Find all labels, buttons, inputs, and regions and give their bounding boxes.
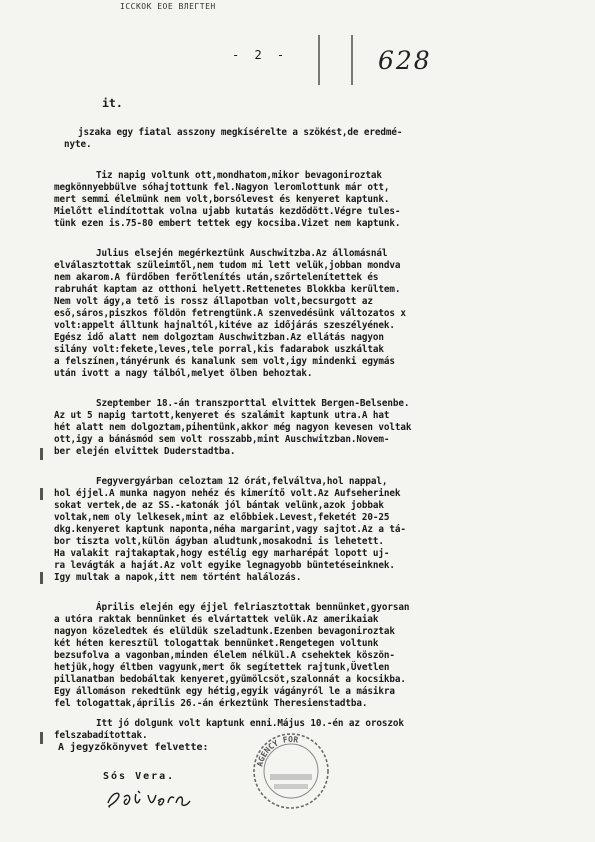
text-line: tünk ezen is.75-80 embert tettek egy kocsiba.Vizet nem kaptunk. bbox=[54, 218, 401, 229]
text-line: ra levágták a haját.Az volt egyike legnagyobb büntetéseinknek. bbox=[54, 560, 395, 571]
page-number: - 2 - bbox=[232, 48, 289, 62]
text-line: Nem volt ágy,a tető is rossz állapotban volt,becsurgott az bbox=[54, 296, 373, 307]
text-line: pillanatban bedobáltak kenyeret,gyümölcsöt,szalonnát a kocsikba. bbox=[54, 674, 406, 685]
margin-mark bbox=[40, 572, 43, 584]
signer-name: Sós Vera. bbox=[103, 771, 176, 782]
text-line: eső,sáros,piszkos földön fetrengtünk.A szenvedésünk változatos x bbox=[54, 308, 406, 319]
text-line: Mielőtt elindítottak volna ujabb kutatás kezdődött.Végre tules- bbox=[54, 206, 401, 217]
text-line: ber elején elvittek Duderstadtba. bbox=[54, 446, 236, 457]
text-line: Szeptember 18.-án transzporttal elvittek Bergen-Belsenbe. bbox=[96, 398, 410, 409]
text-line: hol éjjel.A munka nagyon nehéz és kimerítő volt.Az Aufseherinek bbox=[54, 488, 401, 499]
margin-mark bbox=[40, 448, 43, 460]
agency-stamp bbox=[250, 730, 332, 812]
text-line: után ivott a nagy tálból,melyet ölben behoztak. bbox=[54, 368, 313, 379]
text-line: sokat vertek,de az SS.-katonák jól bántak velünk,azok jobbak bbox=[54, 500, 384, 511]
text-line: két héten keresztül tologattak bennünket.Rengetegen voltunk bbox=[54, 638, 379, 649]
text-line: a utóra raktak bennünket és elvártattek velük.Az amerikaiak bbox=[54, 614, 379, 625]
text-line: rabruhát kaptam az otthoni helyett.Rettenetes Blokkba kerültem. bbox=[54, 284, 401, 295]
header-strip: ІССКОК ЕОЕ ВЛЕГТЕН bbox=[120, 2, 216, 11]
text-line: Itt jó dolgunk volt kaptunk enni.Május 10.-én az oroszok bbox=[96, 718, 404, 729]
text-line: Tiz napig voltunk ott,mondhatom,mikor bevagoniroztak bbox=[96, 170, 382, 181]
text-line: felszabadítottak. bbox=[54, 730, 148, 741]
text-line: Julius elsején megérkeztünk Auschwitzba.Az állomásnál bbox=[96, 248, 388, 259]
signature-label: A jegyzőkönyvet felvette: bbox=[58, 742, 209, 753]
text-line: fel tologattak,április 26.-án érkeztünk Theresienstadtba. bbox=[54, 698, 368, 709]
text-line: hetjük,hogy éltben vagyunk,mert ők segítettek rajtunk,Üvetlen bbox=[54, 662, 390, 673]
text-line: Az ut 5 napig tartott,kenyeret és szalámit kaptunk utra.A hat bbox=[54, 410, 390, 421]
text-line: Fegyvergyárban celoztam 12 órát,felváltva,hol nappal, bbox=[96, 476, 388, 487]
text-line: dkg.kenyeret kaptunk naponta,néha margarint,vagy sajtot.Az a tá- bbox=[54, 524, 406, 535]
text-line: bor tiszta volt,külön ágyban aludtunk,mosakodni is lehetett. bbox=[54, 536, 384, 547]
text-line: silány volt:fekete,leves,tele porral,kis fadarabok uszkáltak bbox=[54, 344, 384, 355]
text-line: Ha valakit rajtakaptak,hogy estélig egy marharépát lopott uj- bbox=[54, 548, 390, 559]
stamp-text: AGENCY FOR bbox=[255, 734, 299, 768]
text-line: ott,igy a bánásmód sem volt rosszabb,mint Auschwitzban.Novem- bbox=[54, 434, 390, 445]
text-line: Április elején egy éjjel felriasztottak bennünket,gyorsan bbox=[96, 602, 410, 613]
text-line: a felszínen,tányérunk és kanalunk sem volt,igy mindenki egymás bbox=[54, 356, 395, 367]
text-line: elválasztottak szüleimtől,nem tudom mi lett velük,jobban mondva bbox=[54, 260, 401, 271]
text-line: Igy multak a napok,itt nem történt halálozás. bbox=[54, 572, 302, 583]
svg-text:AGENCY FOR bbox=[255, 735, 299, 767]
text-line: nem akarom.A fürdőben ferőtlenítés után,szőrtelenítettek és bbox=[54, 272, 379, 283]
text-line: nagyon közeledtek és elüldük szeladtunk.Ezenben bevagoniroztak bbox=[54, 626, 395, 637]
text-line: volt:appelt álltunk hajnaltól,kitéve az időjárás szeszélyének. bbox=[54, 320, 395, 331]
text-line: hét alatt nem dolgoztam,pihentünk,akkor még nagyon kevesen voltak bbox=[54, 422, 412, 433]
margin-mark bbox=[40, 732, 43, 744]
text-line: jszaka egy fiatal asszony megkísérelte a szökést,de eredmé- bbox=[78, 127, 403, 138]
text-line: nyte. bbox=[64, 139, 92, 150]
scan-artifact-bar bbox=[318, 35, 320, 85]
text-line: mert semmi élelmünk nem volt,borsólevest és kenyeret kaptunk. bbox=[54, 194, 390, 205]
section-fragment: it. bbox=[102, 96, 123, 110]
margin-mark bbox=[40, 488, 43, 500]
text-line: Egy állomáson rekedtünk egy hétig,egyik vágányról le a másikra bbox=[54, 686, 395, 697]
text-line: bezsufolva a vagonban,minden élelem nélkül.A csehektek köszön- bbox=[54, 650, 395, 661]
text-line: voltak,nem oly lelkesek,mint az előbbiek.Levest,feketét 20-25 bbox=[54, 512, 390, 523]
text-line: Egész idő alatt nem dolgoztam Auschwitzban.Az ellátás nagyon bbox=[54, 332, 384, 343]
scan-artifact-bar bbox=[351, 35, 353, 85]
handwritten-signature bbox=[104, 785, 196, 811]
archive-number: 628 bbox=[378, 46, 432, 75]
text-line: megkönnyebbülve sóhajtottunk fel.Nagyon leromlottunk már ott, bbox=[54, 182, 390, 193]
